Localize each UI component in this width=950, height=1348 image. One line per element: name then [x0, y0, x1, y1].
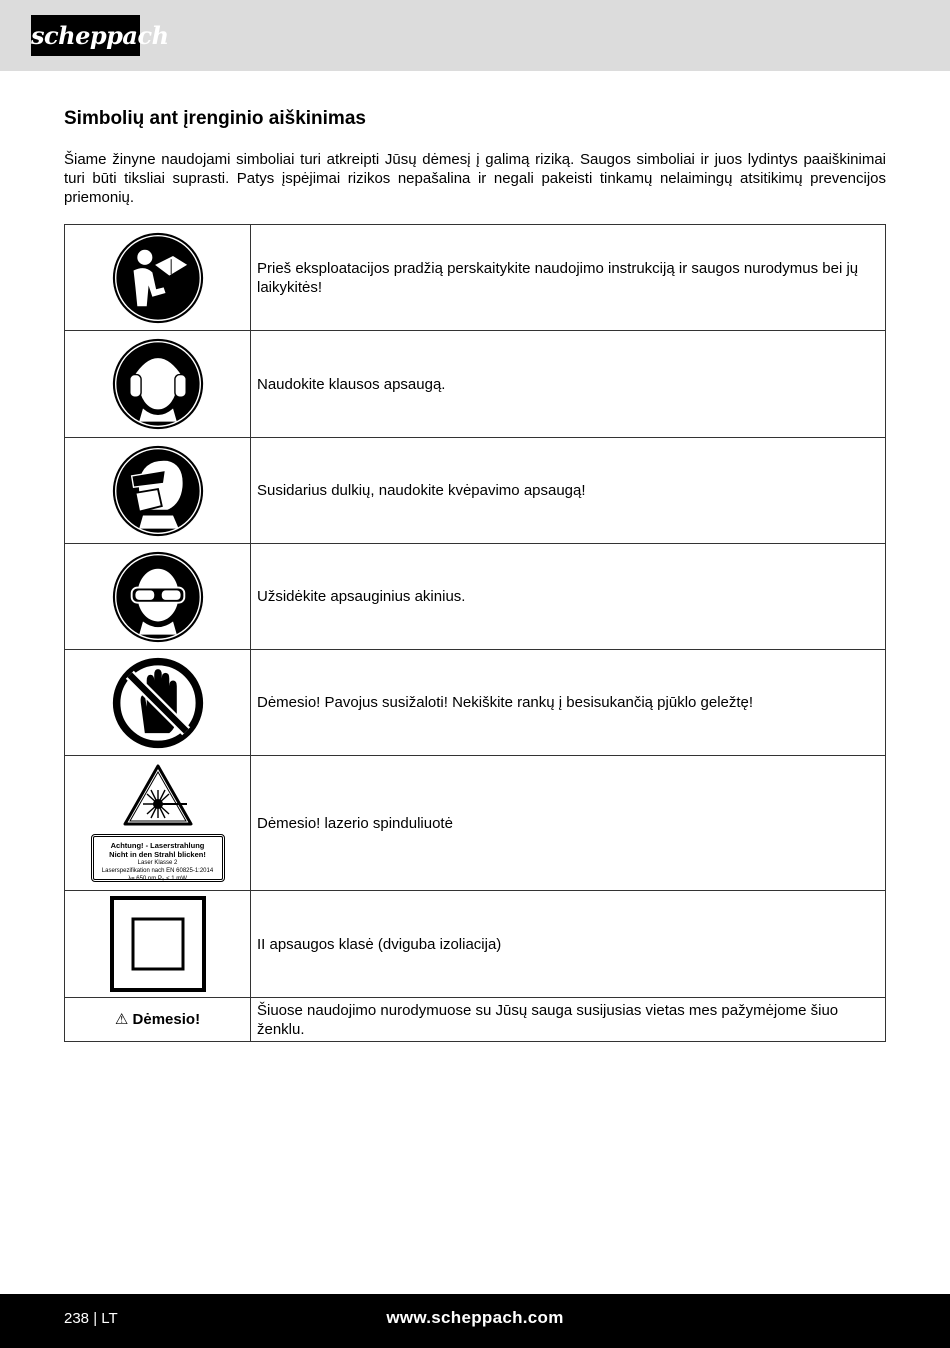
- attention-description: Šiuose naudojimo nurodymuose su Jūsų sauga susijusias vietas mes pažymėjome šiuo ženklu.: [251, 998, 886, 1042]
- symbol-cell: [65, 544, 251, 650]
- laser-label-line: λ= 650 nm P₀ < 1 mW: [128, 876, 187, 882]
- page-footer: [0, 1294, 950, 1348]
- symbol-cell: [65, 438, 251, 544]
- symbol-description: Susidarius dulkių, naudokite kvėpavimo apsaugą!: [251, 438, 886, 544]
- warning-triangle-icon: ⚠: [114, 1011, 129, 1028]
- respiratory-protection-icon: [111, 444, 205, 538]
- attention-label: [115, 1011, 200, 1028]
- symbol-description: Naudokite klausos apsaugą.: [251, 331, 886, 438]
- table-row: [65, 756, 886, 891]
- table-row: [65, 650, 886, 756]
- double-insulation-icon: [110, 896, 206, 992]
- table-row: [65, 438, 886, 544]
- no-hands-icon: [111, 656, 205, 750]
- table-row: [65, 225, 886, 331]
- safety-glasses-icon: [111, 550, 205, 644]
- symbols-table: [64, 224, 886, 1042]
- symbol-description: Užsidėkite apsauginius akinius.: [251, 544, 886, 650]
- laser-label-line: Laserspezifikation nach EN 60825-1:2014: [101, 868, 214, 874]
- symbol-cell: [65, 891, 251, 998]
- laser-label-line: Laser Klasse 2: [137, 860, 178, 866]
- page-title: Simbolių ant įrenginio aiškinimas: [64, 108, 366, 129]
- symbol-description: II apsaugos klasė (dviguba izoliacija): [251, 891, 886, 998]
- symbol-cell: [65, 331, 251, 438]
- website-link[interactable]: www.scheppach.com: [386, 1308, 564, 1327]
- symbol-cell: [65, 650, 251, 756]
- symbol-description: Prieš eksploatacijos pradžią perskaitykite naudojimo instrukciją ir saugos nurodymus bei jų laikykitės!: [251, 225, 886, 331]
- attention-label-text: Dėmesio!: [132, 1011, 201, 1028]
- page-number: 238 | LT: [64, 1310, 118, 1327]
- hearing-protection-icon: [111, 337, 205, 431]
- symbol-cell: [65, 998, 251, 1042]
- scheppach-logo: scheppach: [31, 15, 140, 56]
- intro-paragraph: Šiame žinyne naudojami simboliai turi atkreipti Jūsų dėmesį į galimą riziką. Saugos simboliai ir juos lydintys paaiškinimai turi būti tiksliai suprasti. Patys įspėjimai rizikos nepašalina ir negali pakeisti tinkamų nelaimingų atsitikimų prevencijos priemonių.: [64, 151, 886, 206]
- symbol-cell: [65, 756, 251, 891]
- symbol-cell: [65, 225, 251, 331]
- symbol-description: Dėmesio! lazerio spinduliuotė: [251, 756, 886, 891]
- laser-warning-icon: [123, 764, 193, 826]
- laser-label-line: Achtung! - Laserstrahlung: [110, 841, 205, 850]
- symbol-description: Dėmesio! Pavojus susižaloti! Nekiškite rankų į besisukančią pjūklo geležtę!: [251, 650, 886, 756]
- table-row: [65, 891, 886, 998]
- table-row: [65, 544, 886, 650]
- laser-symbol-group: [65, 764, 250, 882]
- page-header: [0, 0, 950, 71]
- table-row: [65, 331, 886, 438]
- read-manual-icon: [111, 231, 205, 325]
- laser-label-line: Nicht in den Strahl blicken!: [109, 850, 206, 859]
- table-row: [65, 998, 886, 1042]
- laser-class-label: [91, 834, 225, 882]
